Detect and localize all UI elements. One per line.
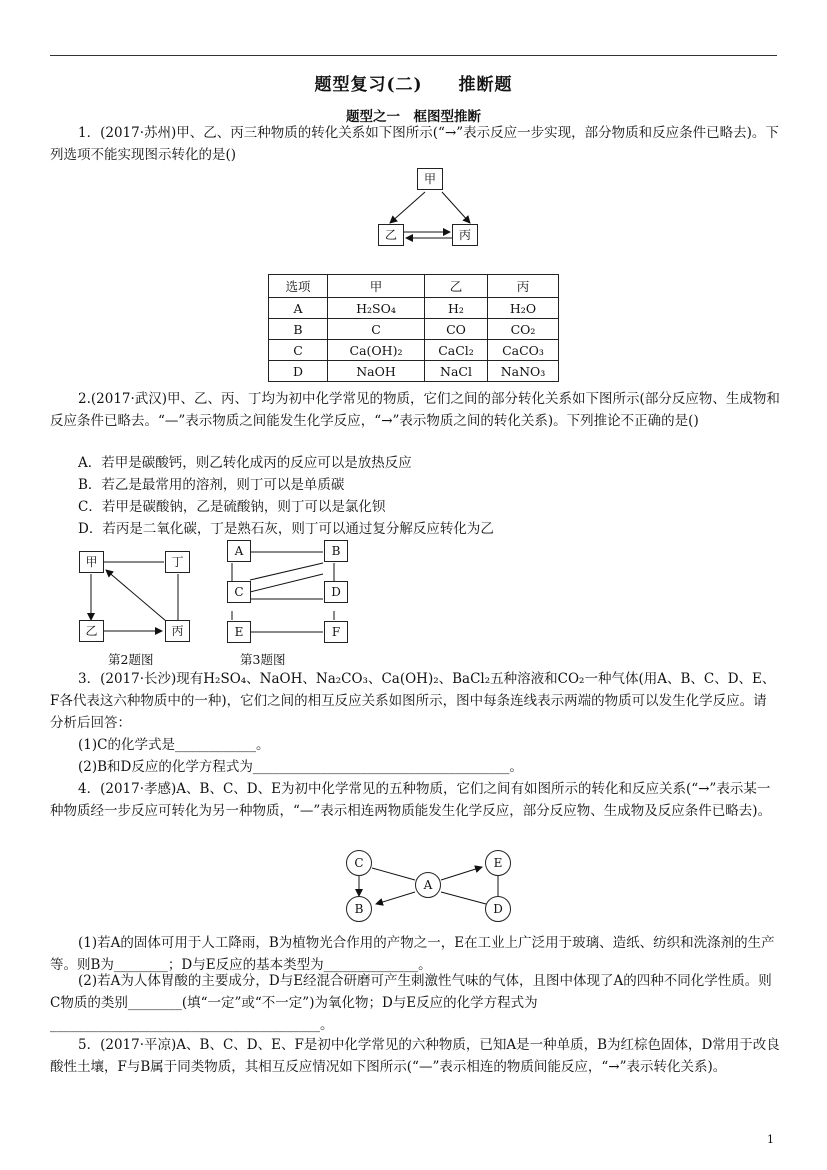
q4-node-a: A — [415, 872, 441, 898]
table-cell: Ca(OH)₂ — [328, 340, 425, 361]
q3-sub1: (1)C的化学式是____________。 — [78, 737, 270, 753]
q4-sub2: (2)若A为人体胃酸的主要成分，D与E经混合研磨可产生刺激性气味的气体，且图中体现了A的四种不同化学性质。则C物质的类别________(填“一定”或“不一定”)为氧化物；D与E反应的化学方程式为________________________________________。 — [50, 973, 772, 1033]
table-row — [269, 361, 559, 382]
table-cell: CO₂ — [488, 319, 559, 340]
q5-text: 5．(2017·平凉)A、B、C、D、E、F是初中化学常见的六种物质，已知A是一种单质，B为红棕色固体，D常用于改良酸性土壤，F与B属于同类物质，其相互反应情况如下图所示(“—”表示相连的物质间能反应，“→”表示转化关系)。 — [50, 1037, 780, 1075]
page-number: 1 — [767, 1133, 774, 1146]
header-rule — [50, 55, 777, 56]
q3-node-c: C — [227, 581, 251, 603]
table-header: 乙 — [425, 275, 488, 298]
table-cell: C — [328, 319, 425, 340]
table-row — [269, 319, 559, 340]
q2-option-d: D．若丙是二氧化碳，丁是熟石灰，则丁可以通过复分解反应转化为乙 — [78, 521, 494, 537]
q2-text: 2.(2017·武汉)甲、乙、丙、丁均为初中化学常见的物质，它们之间的部分转化关系如下图所示(部分反应物、生成物和反应条件已略去。“—”表示物质之间能发生化学反应，“→”表示物质之间的转化关系)。下列推论不正确的是() — [50, 391, 780, 429]
q2-option-c: C．若甲是碳酸钠，乙是硫酸钠，则丁可以是氯化钡 — [78, 499, 386, 515]
table-row — [269, 298, 559, 319]
q2-node-yi: 乙 — [79, 620, 104, 642]
table-cell: CaCl₂ — [425, 340, 488, 361]
table-cell: D — [269, 361, 328, 382]
table-cell: H₂O — [488, 298, 559, 319]
q4-node-c: C — [346, 850, 372, 876]
q2-option-a: A．若甲是碳酸钙，则乙转化成丙的反应可以是放热反应 — [78, 455, 412, 471]
q4-node-e: E — [485, 850, 511, 876]
q3-caption: 第3题图 — [240, 652, 286, 667]
q1-node-bing: 丙 — [452, 224, 478, 246]
q3-node-f: F — [324, 621, 348, 643]
table-cell: H₂SO₄ — [328, 298, 425, 319]
q1-options-table — [268, 274, 559, 382]
table-cell: NaCl — [425, 361, 488, 382]
q4-text: 4．(2017·孝感)A、B、C、D、E为初中化学常见的五种物质，它们之间有如图所示的转化和反应关系(“→”表示某一种物质经一步反应可转化为另一种物质，“—”表示相连两物质能发生化学反应，部分反应物、生成物及反应条件已略去)。 — [50, 781, 772, 819]
q3-node-e: E — [227, 621, 251, 643]
q2-caption: 第2题图 — [108, 652, 154, 667]
q1-text: 1．(2017·苏州)甲、乙、丙三种物质的转化关系如下图所示(“→”表示反应一步实现，部分物质和反应条件已略去)。下列选项不能实现图示转化的是() — [50, 125, 779, 163]
table-cell: H₂ — [425, 298, 488, 319]
q4-node-b: B — [346, 896, 372, 922]
table-row — [269, 340, 559, 361]
q4-node-d: D — [485, 896, 511, 922]
table-header: 丙 — [488, 275, 559, 298]
q3-text: 3．(2017·长沙)现有H₂SO₄、NaOH、Na₂CO₃、Ca(OH)₂、BaCl₂五种溶液和CO₂一种气体(用A、B、C、D、E、F各代表这六种物质中的一种)，它们之间的相互反应关系如图所示，图中每条连线表示两端的物质可以发生化学反应。请分析后回答： — [50, 671, 776, 731]
page-title: 题型复习(二) 推断题 — [314, 75, 513, 95]
table-cell: NaNO₃ — [488, 361, 559, 382]
table-header: 选项 — [269, 275, 328, 298]
table-cell: B — [269, 319, 328, 340]
q4-sub1: (1)若A的固体可用于人工降雨，B为植物光合作用的产物之一，E在工业上广泛用于玻璃、造纸、纺织和洗涤剂的生产等。则B为________；D与E反应的基本类型为______________。 — [50, 935, 775, 973]
table-cell: CaCO₃ — [488, 340, 559, 361]
table-cell: C — [269, 340, 328, 361]
q1-node-jia: 甲 — [417, 168, 443, 190]
q3-node-a: A — [227, 540, 251, 562]
q2-node-bing: 丙 — [165, 620, 190, 642]
table-cell: A — [269, 298, 328, 319]
q2-node-jia: 甲 — [79, 551, 104, 573]
q2-node-ding: 丁 — [165, 551, 190, 573]
q3-node-d: D — [324, 581, 348, 603]
q1-node-yi: 乙 — [378, 224, 404, 246]
table-header: 甲 — [328, 275, 425, 298]
table-cell: NaOH — [328, 361, 425, 382]
q3-sub2: (2)B和D反应的化学方程式为______________________________________。 — [78, 759, 523, 775]
table-header-row — [269, 275, 559, 298]
q2-option-b: B．若乙是最常用的溶剂，则丁可以是单质碳 — [78, 477, 345, 493]
section-subtitle: 题型之一 框图型推断 — [346, 109, 481, 125]
table-cell: CO — [425, 319, 488, 340]
q3-node-b: B — [324, 540, 348, 562]
